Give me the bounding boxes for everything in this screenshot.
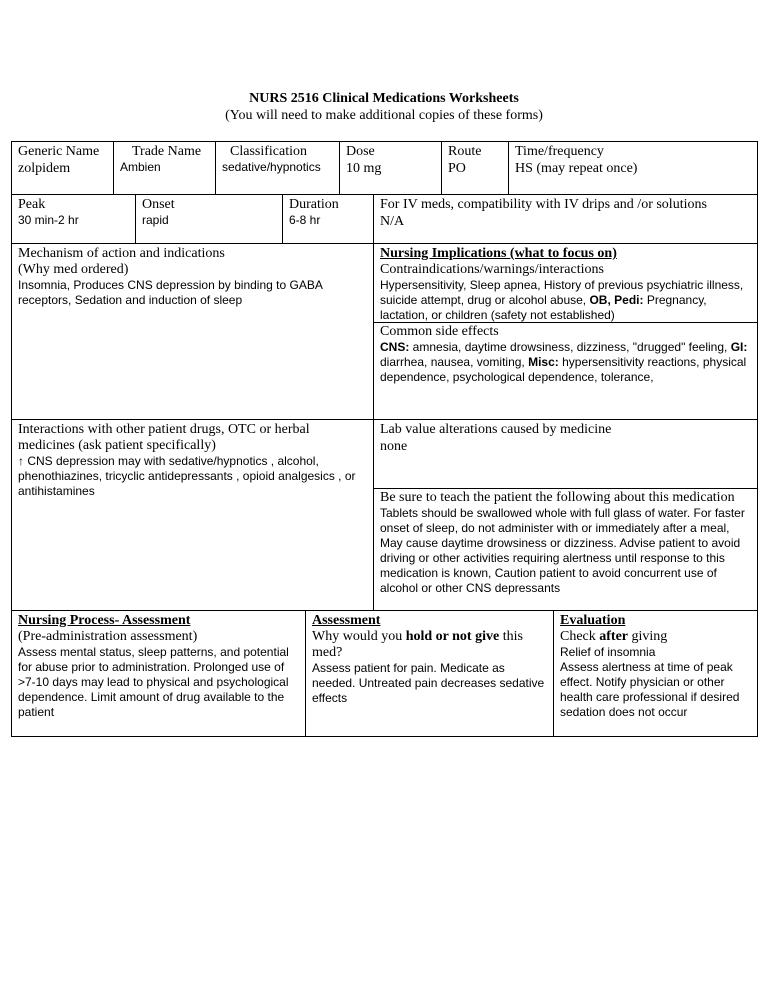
interactions-label: Interactions with other patient drugs, OTC or herbal medicines (ask patient specifically) (18, 422, 310, 453)
onset-value: rapid (142, 213, 169, 227)
mechanism-cell (12, 245, 373, 418)
nursing-implications-label: Nursing Implications (what to focus on) (380, 246, 617, 261)
lab-values-label: Lab value alterations caused by medicine (380, 422, 612, 437)
page-subtitle: (You will need to make additional copies of these forms) (225, 108, 543, 123)
iv-compatibility-label: For IV meds, compatibility with IV drips and /or solutions (380, 197, 707, 212)
nursing-implications-cell (374, 245, 757, 322)
side-effects-label: Common side effects (380, 324, 499, 339)
iv-compatibility-value: N/A (380, 214, 405, 229)
evaluation-label: Evaluation (560, 613, 626, 628)
onset-label: Onset (142, 197, 175, 212)
route-label: Route (448, 144, 482, 159)
peak-value: 30 min-2 hr (18, 213, 79, 227)
peak-label: Peak (18, 197, 46, 212)
nursing-process-text: Assess mental status, sleep patterns, and potential for abuse prior to administration. Prolonged use of >7-10 days may lead to physical and psychological dependence. Limit amount of drug available to the patient (18, 645, 289, 719)
dose-label: Dose (346, 144, 375, 159)
assessment-question: Why would you hold or not give this med? (312, 629, 523, 660)
patient-teaching-cell (374, 489, 757, 610)
lab-values-cell (374, 421, 757, 487)
generic-name-label: Generic Name (18, 144, 100, 159)
time-frequency-label: Time/frequency (515, 144, 604, 159)
patient-teaching-label: Be sure to teach the patient the following about this medication (380, 490, 735, 505)
duration-cell (283, 196, 373, 242)
nursing-process-sublabel: (Pre-administration assessment) (18, 629, 198, 644)
duration-label: Duration (289, 197, 339, 212)
evaluation-check: Check after giving (560, 629, 668, 644)
time-frequency-cell (509, 143, 757, 193)
mechanism-sublabel: (Why med ordered) (18, 262, 129, 277)
route-cell (442, 143, 508, 193)
assessment-label: Assessment (312, 613, 381, 628)
classification-cell (216, 143, 339, 193)
peak-cell (12, 196, 135, 242)
interactions-cell (12, 421, 373, 609)
nursing-process-cell (12, 612, 305, 736)
interactions-text: ↑ CNS depression may with sedative/hypnotics , alcohol, phenothiazines, tricyclic antidepressants , opioid analgesics , or antihistamines (18, 454, 356, 498)
trade-name-cell (114, 143, 215, 193)
trade-name-label: Trade Name (132, 144, 202, 159)
iv-compatibility-cell (374, 196, 757, 242)
contraindications-label: Contraindications/warnings/interactions (380, 262, 604, 277)
assessment-text: Assess patient for pain. Medicate as needed. Untreated pain decreases sedative effects (312, 661, 545, 705)
dose-cell (340, 143, 441, 193)
side-effects-text: CNS: amnesia, daytime drowsiness, dizziness, "drugged" feeling, GI: diarrhea, nausea, vomiting, Misc: hypersensitivity reactions, physical dependence, psychological dependence, tolerance, (380, 340, 748, 384)
trade-name-value: Ambien (120, 160, 161, 174)
contraindications-text: Hypersensitivity, Sleep apnea, History of previous psychiatric illness, suicide attempt, drug or alcohol abuse, OB, Pedi: Pregnancy, lactation, or children (safety not established) (380, 278, 744, 322)
classification-value: sedative/hypnotics (222, 160, 321, 174)
mechanism-text: Insomnia, Produces CNS depression by binding to GABA receptors, Sedation and induction of sleep (18, 278, 323, 307)
onset-cell (136, 196, 282, 242)
evaluation-text: Relief of insomnia Assess alertness at time of peak effect. Notify physician or other health care professional if desired sedation does not occur (560, 645, 740, 719)
mechanism-label: Mechanism of action and indications (18, 246, 225, 261)
route-value: PO (448, 161, 466, 176)
side-effects-cell (374, 323, 757, 418)
nursing-process-label: Nursing Process- Assessment (18, 613, 191, 628)
generic-name-value: zolpidem (18, 161, 71, 176)
classification-label: Classification (230, 144, 307, 159)
duration-value: 6-8 hr (289, 213, 321, 227)
evaluation-cell (554, 612, 757, 736)
time-frequency-value: HS (may repeat once) (515, 161, 638, 176)
patient-teaching-text: Tablets should be swallowed whole with full glass of water. For faster onset of sleep, do not administer with or immediately after a meal, May cause daytime drowsiness or dizziness. Advise patient to avoid driving or other activities requiring alertness until response to this medication is known, Caution patient to avoid concurrent use of alcohol or other CNS depressants (380, 506, 745, 595)
assessment-cell (306, 612, 553, 736)
generic-name-cell (12, 143, 113, 193)
page-title: NURS 2516 Clinical Medications Worksheets (249, 91, 519, 106)
lab-values-value: none (380, 439, 408, 454)
dose-value: 10 mg (346, 161, 382, 176)
